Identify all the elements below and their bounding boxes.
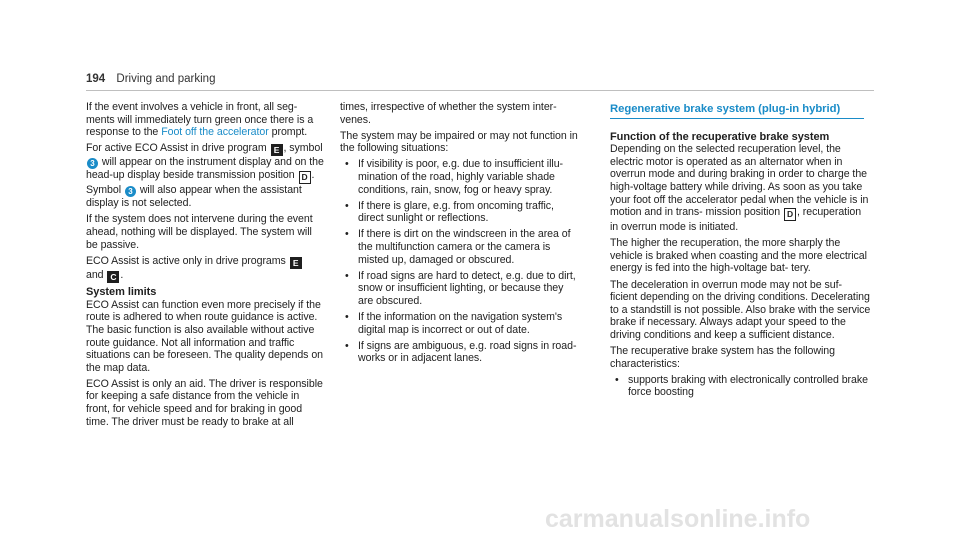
section-heading: Regenerative brake system (plug-in hybrid) (610, 103, 864, 119)
list-item: • If there is dirt on the windscreen in the area of the multifunction camera or the camera is misted up, damaged or obscured. (345, 228, 571, 266)
watermark: carmanualsonline.info (545, 505, 811, 533)
paragraph: The higher the recuperation, the more sharply the vehicle is braked when coasting and the more electrical energy is fed into the high-voltage bat- tery. (610, 237, 867, 275)
paragraph: If the event involves a vehicle in front, all seg- ments will immediately turn green once there is a response to the Foot off the accelerator prompt. (86, 101, 314, 139)
system-limits-heading: System limits (86, 286, 157, 299)
section-title: Driving and parking (116, 73, 216, 85)
drive-program-e-icon: E (271, 144, 283, 156)
page-header (86, 73, 215, 85)
paragraph: The deceleration in overrun mode may not be suf- ficient depending on the driving conditions. Decelerating to a standstill is not possible. Also brake with the service brake if necessary. Always adapt your speed to the driving conditions and keep a sufficient distance. (610, 278, 871, 341)
foot-off-accelerator-link[interactable]: Foot off the accelerator (161, 126, 269, 139)
list-item: • If road signs are hard to detect, e.g. due to dirt, snow or insufficient lighting, or because they are obscured. (345, 269, 576, 307)
list-item: • If there is glare, e.g. from oncoming traffic, direct sunlight or reflections. (345, 199, 554, 225)
page-number: 194 (86, 73, 106, 85)
column-middle (340, 101, 578, 368)
bullet-icon: • (345, 228, 349, 241)
bullet-icon: • (345, 339, 349, 352)
bullet-icon: • (615, 373, 619, 386)
bullet-icon: • (345, 269, 349, 282)
function-heading: Function of the recuperative brake system (610, 130, 830, 143)
list-item: • If visibility is poor, e.g. due to insufficient illu- mination of the road, highly variable shade conditions, rain, snow, fog or heavy spray. (345, 158, 564, 196)
paragraph: ECO Assist is active only in drive programs E and C . (86, 255, 324, 283)
list-item: • If signs are ambiguous, e.g. road signs in road- works or in adjacent lanes. (345, 339, 577, 365)
paragraph: The recuperative brake system has the following characteristics: (610, 345, 835, 370)
paragraph: For active ECO Assist in drive program E , symbol 3 will appear on the instrument display and on the head-up display beside transmission position D . Symbol 3 will also appear when the assistant display is not selected. (86, 142, 324, 210)
drive-program-e-icon: E (290, 257, 302, 269)
paragraph: Depending on the selected recuperation level, the electric motor is operated as an alternator when in overrun mode and during braking in order to charge the high-voltage battery while driving. As soon as you take your foot off the accelerator pedal when the vehicle is in motion and in trans- mission position D , recuperation in overrun mode is initiated. (610, 143, 869, 234)
header-divider (86, 90, 874, 91)
list-item: • supports braking with electronically controlled brake force boosting (615, 373, 868, 399)
characteristics-list (610, 374, 872, 399)
bullet-icon: • (345, 310, 349, 323)
bullet-icon: • (345, 199, 349, 212)
paragraph: ECO Assist is only an aid. The driver is responsible for keeping a safe distance from the vehicle in front, for vehicle speed and for braking in good time. The driver must be ready to brake at all (86, 377, 323, 428)
paragraph: The system may be impaired or may not function in the following situations: (340, 129, 578, 155)
list-item: • If the information on the navigation system's digital map is incorrect or out of date. (345, 310, 563, 336)
paragraph: If the system does not intervene during the event ahead, nothing will be displayed. The system will be passive. (86, 213, 313, 251)
paragraph: times, irrespective of whether the system inter- venes. (340, 101, 557, 126)
paragraph: ECO Assist can function even more precisely if the route is adhered to when route guidance is active. The basic function is also available without active route guidance. Not all information and traffic situations can be foreseen. The quality depends on the map data. (86, 298, 324, 374)
column-right (610, 101, 872, 402)
gear-d-icon: D (299, 171, 311, 184)
symbol-3-icon: 3 (125, 186, 136, 197)
symbol-3-icon: 3 (87, 158, 98, 169)
drive-program-c-icon: C (107, 271, 119, 283)
gear-d-icon: D (784, 208, 796, 221)
bullet-icon: • (345, 158, 349, 171)
column-left (86, 101, 324, 432)
situations-list (340, 158, 578, 364)
